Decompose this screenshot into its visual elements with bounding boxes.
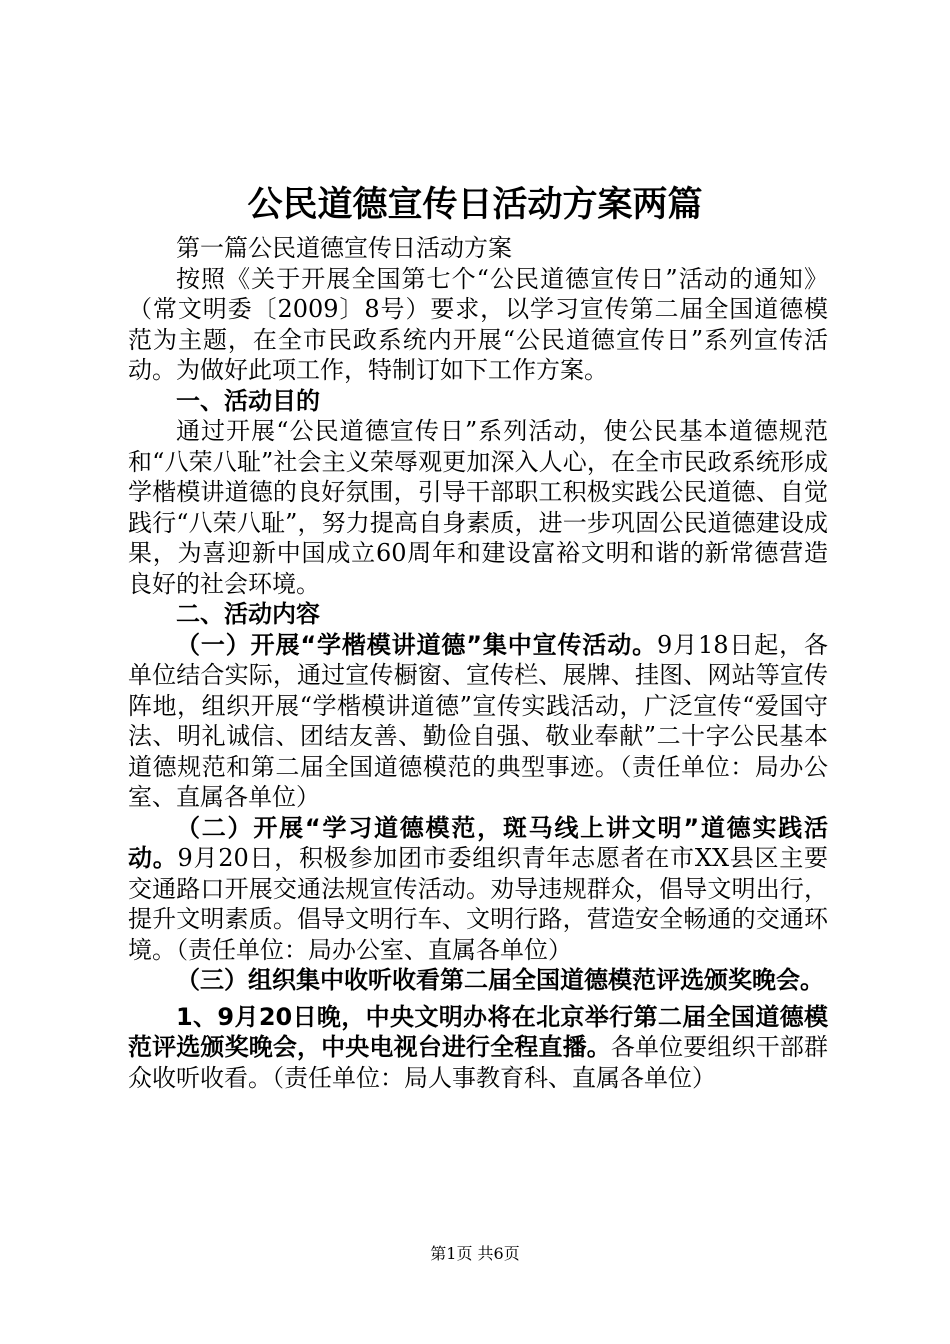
content-item-2-text: 9月20日，积极参加团市委组织青年志愿者在市XX县区主要交通路口开展交通法规宣传活动。劝导违规群众，倡导文明出行，提升文明素质。倡导文明行车、文明行路，营造安全畅通的交通环境。（责任单位：局办公室、直属各单位） (128, 844, 828, 964)
content-item-3-1-text: 各单位要组织干部群众收听收看。（责任单位：局人事教育科、直属各单位） (128, 1033, 829, 1092)
section-heading-content: 二、活动内容 (176, 600, 320, 628)
purpose-paragraph: 通过开展“公民道德宣传日”系列活动，使公民基本道德规范和“八荣八耻”社会主义荣辱观更加深入人心，在全市民政系统形成学楷模讲道德的良好氛围，引导干部职工积极实践公民道德、自觉践行“八荣八耻”，努力提高自身素质，进一步巩固公民道德建设成果，为喜迎新中国成立60周年和建设富裕文明和谐的新常德营造良好的社会环境。 (128, 417, 828, 598)
document-title: 公民道德宣传日活动方案两篇 (247, 185, 703, 225)
content-item-1-text: 9月18日起，各单位结合实际，通过宣传橱窗、宣传栏、展牌、挂图、网站等宣传阵地，组织开展“学楷模讲道德”宣传实践活动，广泛宣传“爱国守法、明礼诚信、团结友善、勤俭自强、敬业奉献”二十字公民基本道德规范和第二届全国道德模范的典型事迹。（责任单位：局办公室、直属各单位） (128, 630, 829, 811)
page-footer: 第1页 共6页 (430, 1244, 520, 1263)
content-item-2 (128, 813, 828, 966)
content-item-3: （三）组织集中收听收看第二届全国道德模范评选颁奖晚会。 (176, 966, 824, 994)
content-item-3-1 (128, 1002, 828, 1094)
content-item-2-lead: （二）开展“学习道德模范，斑马线上讲文明”道德实践活动。 (128, 813, 828, 872)
intro-paragraph: 按照《关于开展全国第七个“公民道德宣传日”活动的通知》（常文明委〔2009〕8号）要求，以学习宣传第二届全国道德模范为主题，在全市民政系统内开展“公民道德宣传日”系列宣传活动。为做好此项工作，特制订如下工作方案。 (128, 264, 828, 384)
content-item-1 (128, 630, 828, 813)
document-body (128, 233, 828, 1093)
subtitle: 第一篇公民道德宣传日活动方案 (176, 234, 512, 262)
section-heading-purpose: 一、活动目的 (176, 386, 320, 415)
content-item-3-1-lead: 1、9月20日晚，中央文明办将在北京举行第二届全国道德模范评选颁奖晚会，中央电视台进行全程直播。 (128, 1002, 828, 1061)
content-item-1-lead: （一）开展“学楷模讲道德”集中宣传活动。 (176, 630, 657, 659)
